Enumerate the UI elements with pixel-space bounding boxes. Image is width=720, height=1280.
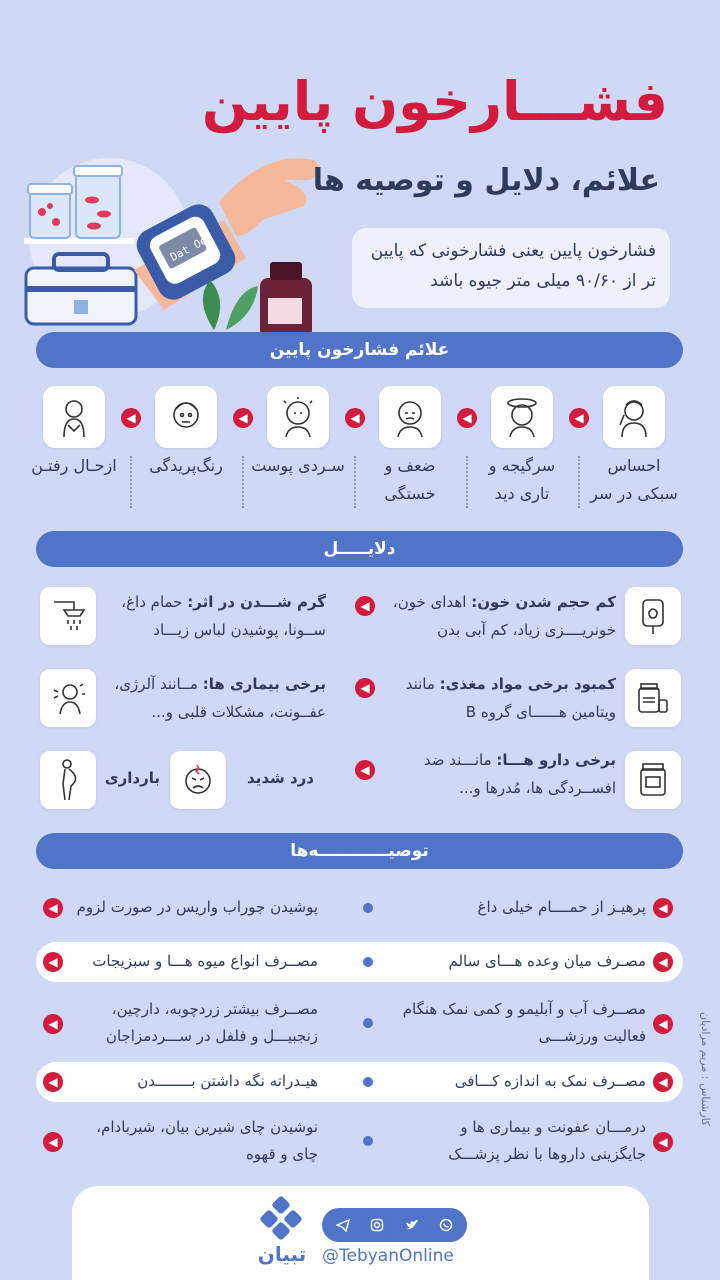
- credit-text: کارشناس : مریم مرادیان: [699, 1012, 712, 1127]
- symptom-label-1: احساس سبکی در سر: [590, 456, 678, 503]
- tip-row: [36, 1114, 683, 1170]
- arrow-icon: ◀: [355, 596, 375, 616]
- tip-left: مصــرف بیشتر زردچوبه، دارچین، زنجبیـــل و فلفل در ســـردمزاجان: [105, 1000, 318, 1045]
- pain-face-icon: [170, 751, 226, 809]
- arrow-icon: ◀: [43, 1014, 63, 1034]
- tip-row: [36, 888, 683, 928]
- tip-right: مصــرف آب و آبلیمو و کمی نمک هنگام فعالیت ورزشـــی: [402, 1000, 646, 1045]
- bullet-dot: [363, 1018, 373, 1028]
- brand-name: تبیان: [257, 1242, 307, 1266]
- footer: [72, 1186, 649, 1280]
- shower-icon: [40, 587, 96, 645]
- cause-4-title: برخی بیماری ها:: [202, 675, 326, 693]
- cause-5: [388, 746, 616, 802]
- arrow-icon: ◀: [43, 898, 63, 918]
- tip-left: مصــرف انواع میوه هـــا و سبزیجات: [92, 952, 318, 970]
- arrow-icon: ◀: [43, 952, 63, 972]
- vitamin-jar-icon: [625, 669, 681, 727]
- social-links: [322, 1208, 467, 1242]
- arrow-icon: ◀: [569, 408, 589, 428]
- arrow-icon: ◀: [345, 408, 365, 428]
- cause-3: [388, 670, 616, 726]
- definition-box: [352, 228, 670, 308]
- page-title: فشـــارخون پایین: [201, 70, 668, 133]
- twitter-icon[interactable]: [397, 1210, 427, 1240]
- cause-1-text: اهدای خون، خونریــــزی زیاد، کم آبی بدن: [392, 593, 616, 639]
- iv-bag-icon: [625, 587, 681, 645]
- arrow-icon: ◀: [233, 408, 253, 428]
- telegram-icon[interactable]: [328, 1210, 358, 1240]
- tips-heading: توصیــــــــــــه‌ها: [36, 833, 683, 869]
- monitor-readout: Dat Oe: [168, 233, 210, 264]
- tip-row: [36, 942, 683, 982]
- arrow-icon: ◀: [43, 1072, 63, 1092]
- cause-5-text: مانـــند ضد افســردگی ها، مُدرها و...: [423, 751, 616, 797]
- tip-right: مصـرف میان وعده هـــای سالم: [448, 952, 646, 970]
- symptom-label-5: رنگ‌پریدگی: [149, 456, 223, 475]
- tired-face-icon: [379, 386, 441, 448]
- medicine-jar-icon: [625, 751, 681, 809]
- tip-right: درمـــان عفونت و بیماری ها و جایگزینی داروها با نظر پزشـــک: [448, 1118, 646, 1163]
- divider: [242, 456, 244, 508]
- tip-left: پوشیدن جوراب واریس در صورت لزوم: [76, 898, 318, 916]
- symptom-label-2: سرگیجه و تاری دید: [488, 456, 556, 503]
- divider: [130, 456, 132, 508]
- arrow-icon: ◀: [43, 1132, 63, 1152]
- symptom-label-4: سـردی پوست: [251, 456, 345, 475]
- arrow-icon: ◀: [653, 952, 673, 972]
- divider: [466, 456, 468, 508]
- tip-left: نوشیدن چای شیرین بیان، شیربادام، چای و قهوه: [96, 1118, 318, 1163]
- bullet-dot: [363, 903, 373, 913]
- cause-2-text: حمام داغ، ســونا، پوشیدن لباس زیـــاد: [121, 593, 326, 639]
- tip-right: مصــرف نمک به اندازه کـــافی: [454, 1072, 646, 1090]
- divider: [354, 456, 356, 508]
- arrow-icon: ◀: [457, 408, 477, 428]
- pregnancy-icon: [40, 751, 96, 809]
- cause-4: [104, 670, 326, 726]
- arrow-icon: ◀: [653, 1072, 673, 1092]
- arrow-icon: ◀: [355, 760, 375, 780]
- bullet-dot: [363, 1077, 373, 1087]
- tebyan-logo-icon: [258, 1196, 304, 1242]
- pale-face-icon: [155, 386, 217, 448]
- tip-row: [36, 1062, 683, 1102]
- arrow-icon: ◀: [355, 678, 375, 698]
- cause-5-title: برخی دارو هـــا:: [496, 751, 616, 769]
- tip-row: [36, 996, 683, 1052]
- cause-3-title: کمبود برخی مواد مغذی:: [439, 675, 616, 693]
- page-subtitle: علائم، دلایل و توصیه ها: [312, 163, 660, 198]
- cause-2: [104, 588, 326, 644]
- head-holding-icon: [603, 386, 665, 448]
- header-illustration: [14, 150, 344, 340]
- dizzy-head-icon: [491, 386, 553, 448]
- cause-6-title: درد شدید: [247, 769, 314, 787]
- cold-head-icon: [267, 386, 329, 448]
- causes-heading: دلایـــــل: [36, 531, 683, 567]
- cause-4-text: مــانند آلرژی، عفــونت، مشکلات قلبی و...: [114, 675, 326, 721]
- cause-1-title: کم حجم شدن خون:: [471, 593, 616, 611]
- arrow-icon: ◀: [121, 408, 141, 428]
- whatsapp-icon[interactable]: [431, 1210, 461, 1240]
- instagram-icon[interactable]: [362, 1210, 392, 1240]
- arrow-icon: ◀: [653, 1132, 673, 1152]
- symptom-label-3: ضعف و خستگی: [384, 456, 436, 503]
- cause-1: [388, 588, 616, 644]
- bullet-dot: [363, 1136, 373, 1146]
- definition-text: فشارخون پایین یعنی فشارخونی که پایین تر از ۹۰/۶۰ میلی متر جیوه باشد: [370, 241, 656, 291]
- bullet-dot: [363, 957, 373, 967]
- symptoms-row: [0, 386, 720, 516]
- fainting-icon: [43, 386, 105, 448]
- arrow-icon: ◀: [653, 1014, 673, 1034]
- symptom-label-6: ازحـال رفتـن: [31, 456, 117, 475]
- cause-2-title: گرم شـــدن در اثر:: [187, 593, 326, 611]
- cause-3-text: مانند ویتامین هــــــای گروه B: [405, 675, 616, 721]
- allergy-icon: [40, 669, 96, 727]
- social-handle[interactable]: @TebyanOnline: [322, 1246, 454, 1266]
- symptoms-heading: علائم فشارخون پایین: [36, 332, 683, 368]
- tip-right: پرهیـز از حمــــام خیلی داغ: [477, 898, 646, 916]
- cause-7-title: بارداری: [104, 769, 160, 787]
- arrow-icon: ◀: [653, 898, 673, 918]
- tip-left: هیـدراته نگه داشتن بــــــــدن: [137, 1072, 318, 1090]
- divider: [578, 456, 580, 508]
